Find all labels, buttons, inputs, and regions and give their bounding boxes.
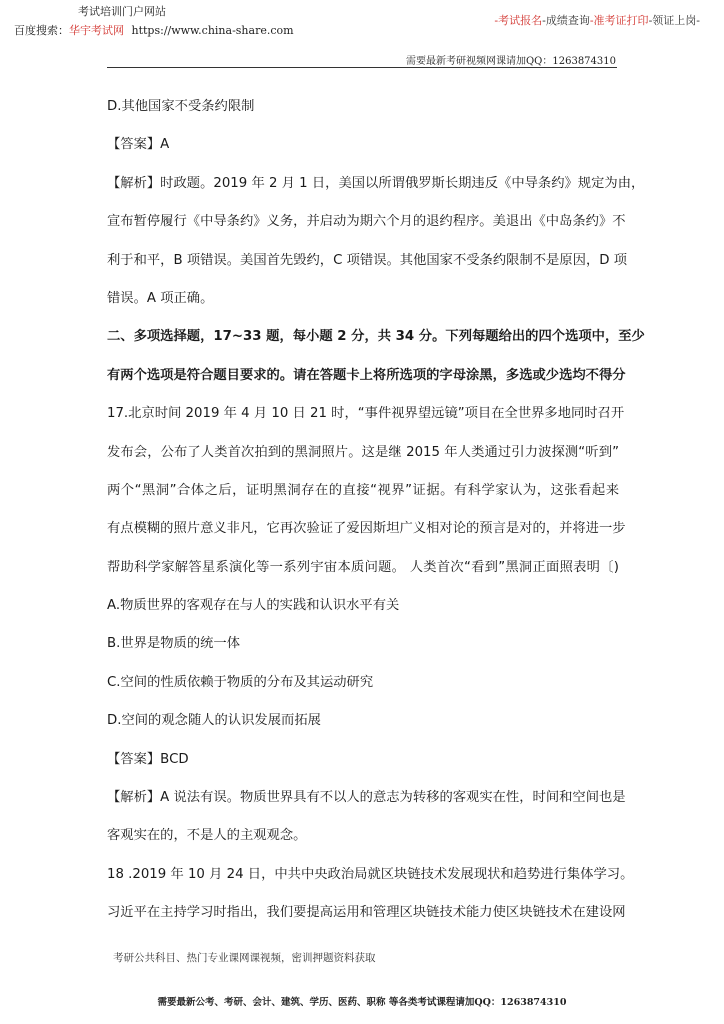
question-17-line: 帮助科学家解答星系演化等一系列宇宙本质问题。 人类首次“看到”黑洞正面照表明〔): [107, 559, 619, 575]
analysis-line: 客观实在的，不是人的主观观念。: [107, 828, 307, 844]
link-score-query[interactable]: -成绩查询: [542, 14, 590, 27]
footer-note: 考研公共科目、热门专业课网课视频，密训押题资料获取: [113, 952, 376, 964]
section-heading: 有两个选项是符合题目要求的。请在答题卡上将所选项的字母涂黑，多选或少选均不得分: [107, 367, 626, 383]
analysis-line: 【解析】A 说法有误。物质世界具有不以人的意志为转移的客观实在性，时间和空间也是: [107, 790, 626, 806]
search-line: [14, 22, 294, 38]
site-title: 考试培训门户网站: [78, 5, 166, 18]
section-heading: 二、多项选择题，17~33 题，每小题 2 分，共 34 分。下列每题给出的四个选项中，至少: [107, 329, 645, 345]
option-d: D.空间的观念随人的认识发展而拓展: [107, 713, 321, 729]
question-17-line: 17.北京时间 2019 年 4 月 10 日 21 时，“事件视界望远镜”项目在全世界多地同时召开: [107, 406, 625, 422]
footer-contact: 需要最新公考、考研、会计、建筑、学历、医药、职称 等各类考试课程请加QQ：1263874310: [157, 997, 567, 1008]
answer-line: 【答案】A: [107, 137, 170, 153]
link-certificate[interactable]: -领证上岗: [648, 14, 697, 27]
question-17-line: 两个“黑洞”合体之后，证明黑洞存在的直接“视界”证据。有科学家认为，这张看起来: [107, 482, 619, 498]
search-label: 百度搜索：: [14, 24, 69, 37]
analysis-line: 利于和平，B 项错误。美国首先毁约，C 项错误。其他国家不受条约限制不是原因，D 项: [107, 252, 628, 268]
question-18-line: 18 .2019 年 10 月 24 日，中共中央政治局就区块链技术发展现状和趋势进行集体学习。: [107, 866, 634, 882]
question-17-line: 有点模糊的照片意义非凡，它再次验证了爱因斯坦广义相对论的预言是对的，并将进一步: [107, 521, 626, 537]
link-trailing-dash: -: [696, 14, 700, 27]
analysis-line: 错误。A 项正确。: [107, 290, 214, 306]
search-brand-link[interactable]: 华宇考试网: [69, 24, 124, 37]
qq-notice: 需要最新考研视频网课请加QQ：1263874310: [405, 56, 616, 67]
document-body: [107, 88, 645, 933]
option-a: A.物质世界的客观存在与人的实践和认识水平有关: [107, 598, 400, 614]
option-b: B.世界是物质的统一体: [107, 636, 241, 652]
answer-line: 【答案】BCD: [107, 751, 189, 767]
analysis-line: 宣布暂停履行《中导条约》义务，并启动为期六个月的退约程序。美退出《中岛条约》不: [107, 214, 626, 230]
question-17-line: 发布会，公布了人类首次拍到的黑洞照片。这是继 2015 年人类通过引力波探测“听到”: [107, 444, 619, 460]
option-d-line: D.其他国家不受条约限制: [107, 99, 255, 114]
question-18-line: 习近平在主持学习时指出，我们要提高运用和管理区块链技术能力使区块链技术在建设网: [107, 905, 626, 921]
analysis-line: 【解析】时政题。2019 年 2 月 1 日，美国以所谓俄罗斯长期违反《中导条约》规定为由，: [107, 175, 645, 191]
link-admission-ticket[interactable]: -准考证打印: [589, 14, 649, 27]
header-links: [494, 12, 700, 28]
site-url-link[interactable]: https://www.china-share.com: [131, 24, 294, 37]
header-divider: [107, 67, 617, 68]
option-c: C.空间的性质依赖于物质的分布及其运动研究: [107, 674, 374, 690]
link-exam-registration[interactable]: -考试报名: [494, 14, 543, 27]
